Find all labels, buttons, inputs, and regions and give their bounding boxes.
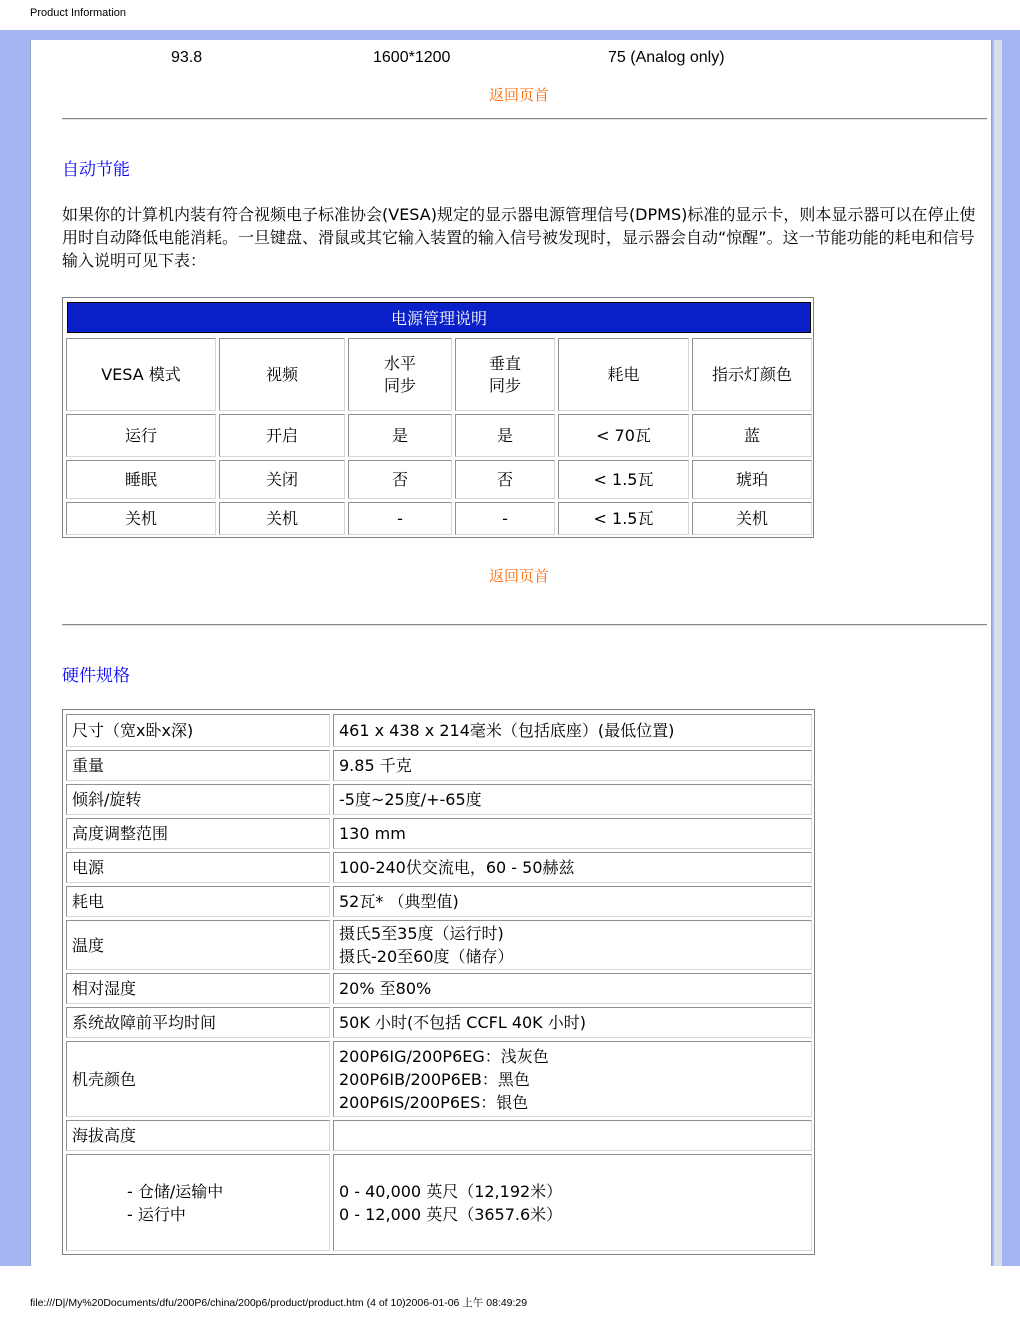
power-table-cell: 运行 [66, 414, 216, 457]
spec-value [333, 1120, 812, 1151]
spec-value: 52瓦* （典型值) [333, 886, 812, 917]
power-header-cell: VESA 模式 [66, 338, 216, 411]
spec-value: 0 - 40,000 英尺（12,192米） 0 - 12,000 英尺（3657.6米） [333, 1154, 812, 1251]
back-to-top-link[interactable]: 返回页首 [489, 567, 550, 585]
spec-value: 50K 小时(不包括 CCFL 40K 小时) [333, 1007, 812, 1038]
top-row-cell-3: 75 (Analog only) [608, 49, 725, 66]
power-table-cell: 关机 [692, 502, 812, 535]
power-table-cell: 关机 [66, 502, 216, 535]
spec-label: 重量 [66, 750, 330, 781]
page-header: Product Information [30, 7, 126, 19]
spec-value: 9.85 千克 [333, 750, 812, 781]
spec-label: 电源 [66, 852, 330, 883]
top-row-cell-2: 1600*1200 [373, 49, 451, 66]
power-table-cell: 否 [348, 460, 452, 499]
power-table-cell: 睡眠 [66, 460, 216, 499]
power-table-cell: 是 [348, 414, 452, 457]
power-header-cell: 耗电 [558, 338, 689, 411]
spec-label: 倾斜/旋转 [66, 784, 330, 815]
spec-value: 100-240伏交流电，60 - 50赫兹 [333, 852, 812, 883]
scrollbar[interactable] [993, 40, 1002, 1266]
spec-label: 相对湿度 [66, 973, 330, 1004]
spec-label: 海拔高度 [66, 1120, 330, 1151]
spec-label: 高度调整范围 [66, 818, 330, 849]
spec-value: 130 mm [333, 818, 812, 849]
back-to-top-link[interactable]: 返回页首 [489, 86, 550, 104]
page-footer: file:///D|/My%20Documents/dfu/200P6/china/200p6/product/product.htm (4 of 10)2006-01-06 上午 08:49:29 [30, 1297, 528, 1309]
spec-value: 摄氏5至35度（运行时) 摄氏-20至60度（储存） [333, 920, 812, 970]
spec-value: -5度~25度/+-65度 [333, 784, 812, 815]
divider [62, 624, 987, 626]
spec-label: 尺寸（宽x卧x深) [66, 714, 330, 747]
power-table-cell: < 1.5瓦 [558, 502, 689, 535]
spec-label: 机壳颜色 [66, 1041, 330, 1117]
spec-label: 系统故障前平均时间 [66, 1007, 330, 1038]
power-table-title: 电源管理说明 [67, 302, 811, 333]
power-header-cell: 指示灯颜色 [692, 338, 812, 411]
spec-value: 200P6IG/200P6EG：浅灰色 200P6IB/200P6EB：黑色 200P6IS/200P6ES：银色 [333, 1041, 812, 1117]
power-header-cell: 垂直 同步 [455, 338, 555, 411]
power-saving-paragraph: 如果你的计算机内装有符合视频电子标准协会(VESA)规定的显示器电源管理信号(DPMS)标准的显示卡，则本显示器可以在停止使用时自动降低电能消耗。一旦键盘、滑鼠或其它输入装置的输入信号被发现时，显示器会自动“惊醒”。这一节能功能的耗电和信号输入说明可见下表： [62, 205, 976, 270]
power-header-cell: 水平 同步 [348, 338, 452, 411]
top-row-cell-1: 93.8 [171, 49, 203, 66]
spec-label: - 仓储/运输中 - 运行中 [66, 1154, 330, 1251]
section-title-hardware-specs: 硬件规格 [62, 666, 130, 686]
power-table-cell: 开启 [219, 414, 345, 457]
power-table-cell: 关机 [219, 502, 345, 535]
divider [62, 118, 987, 120]
power-table-cell: < 70瓦 [558, 414, 689, 457]
hardware-spec-table [62, 709, 815, 1255]
spec-value: 461 x 438 x 214毫米（包括底座）(最低位置) [333, 714, 812, 747]
power-table-cell: - [348, 502, 452, 535]
power-table-cell: 否 [455, 460, 555, 499]
power-table-cell: 蓝 [692, 414, 812, 457]
section-title-power-saving: 自动节能 [62, 160, 130, 180]
power-management-table [62, 297, 814, 538]
power-table-cell: < 1.5瓦 [558, 460, 689, 499]
power-header-cell: 视频 [219, 338, 345, 411]
power-table-cell: 是 [455, 414, 555, 457]
power-table-cell: 琥珀 [692, 460, 812, 499]
spec-value: 20% 至80% [333, 973, 812, 1004]
power-table-cell: 关闭 [219, 460, 345, 499]
power-table-cell: - [455, 502, 555, 535]
spec-label: 温度 [66, 920, 330, 970]
spec-label: 耗电 [66, 886, 330, 917]
